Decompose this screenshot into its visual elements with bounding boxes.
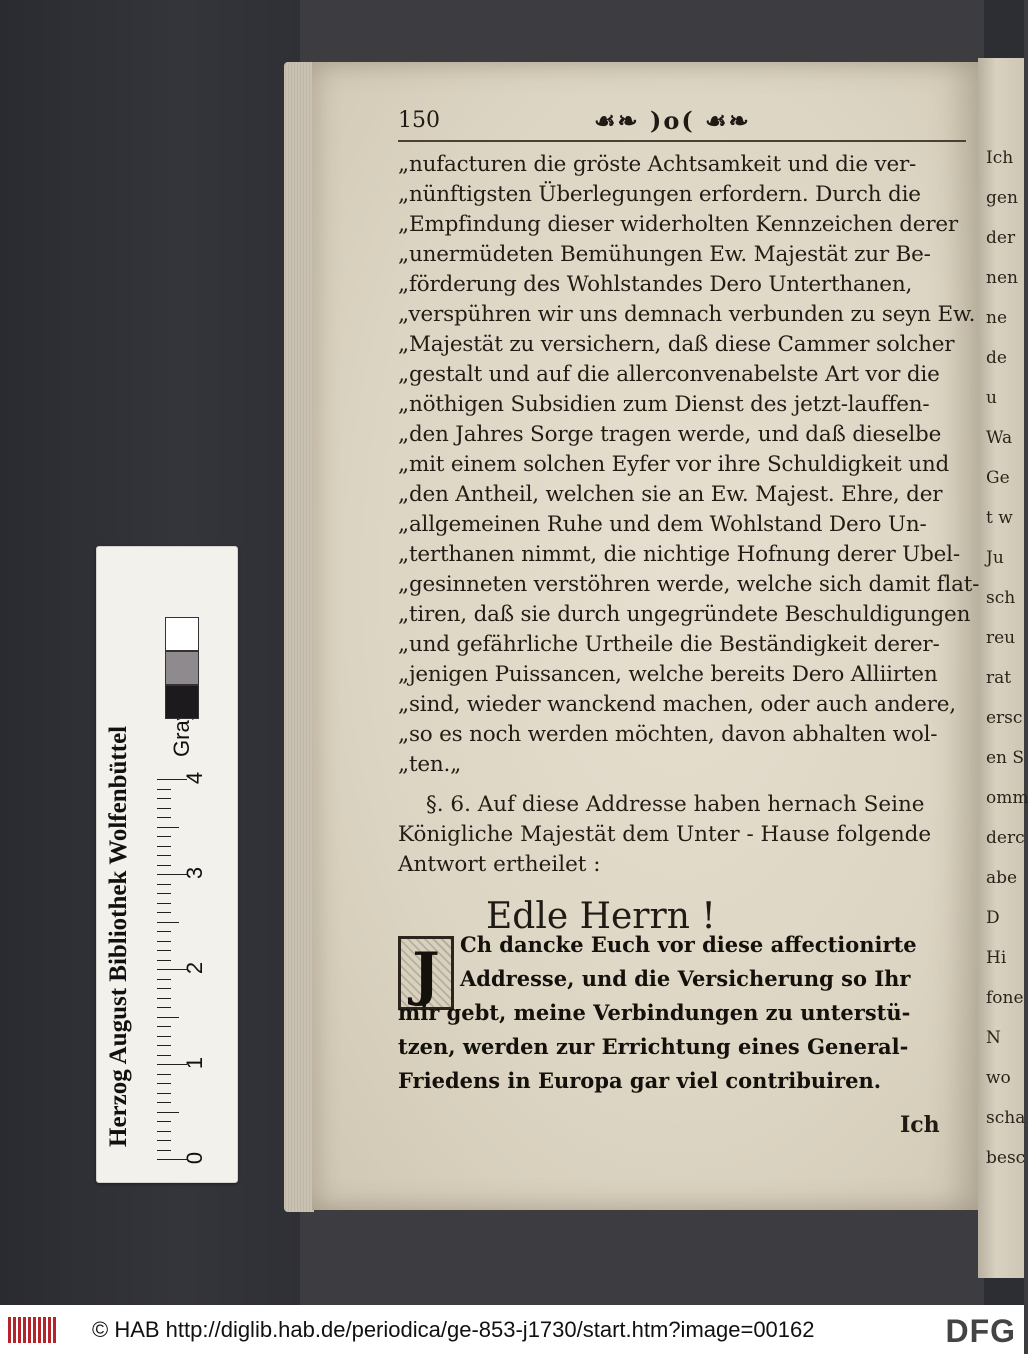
- speech-heading: Edle Herrn !: [486, 896, 716, 937]
- ruler-tick: [157, 836, 171, 837]
- next-page-fragment: Ge: [986, 468, 1010, 488]
- text-line: „jenigen Puissancen, welche bereits Dero Alliirten: [398, 662, 938, 687]
- footer-url-text[interactable]: © HAB http://diglib.hab.de/periodica/ge-853-j1730/start.htm?image=00162: [92, 1317, 815, 1342]
- next-page-fragment: abe: [986, 868, 1018, 888]
- catchword: Ich: [900, 1112, 940, 1138]
- next-page-fragment: Hi: [986, 948, 1007, 968]
- footer: [0, 1305, 1024, 1354]
- ruler-number: 2: [182, 961, 208, 975]
- ruler-tick: [157, 855, 171, 856]
- ruler-tick: [157, 988, 171, 989]
- ruler-tick: [157, 1131, 171, 1132]
- text-line: „und gefährliche Urtheile die Beständigkeit derer-: [398, 632, 940, 657]
- ruler-tick: [157, 789, 171, 790]
- text-line: „Majestät zu versichern, daß diese Cammer solcher: [398, 332, 955, 357]
- ruler-tick: [157, 1121, 171, 1122]
- speech-line: Friedens in Europa gar viel contribuiren.: [398, 1068, 882, 1093]
- text-line: „den Antheil, welchen sie an Ew. Majest. Ehre, der: [398, 482, 943, 507]
- next-page-fragment: rat: [986, 668, 1012, 688]
- text-line: „allgemeinen Ruhe und dem Wohlstand Dero Un-: [398, 512, 927, 537]
- ruler-tick: [157, 1102, 171, 1103]
- next-page-fragment: Ju: [986, 548, 1004, 568]
- next-page-fragment: N: [986, 1028, 1001, 1048]
- ruler-tick: [157, 808, 171, 809]
- text-line: „nufacturen die gröste Achtsamkeit und die ver-: [398, 152, 917, 177]
- ruler-tick: [157, 1026, 171, 1027]
- ruler-tick: [157, 798, 171, 799]
- speech-line: Addresse, und die Versicherung so Ihr: [460, 966, 911, 991]
- next-page-fragment: en S: [986, 748, 1025, 768]
- next-page-fragment: ersc: [986, 708, 1023, 728]
- speech-line: mir gebt, meine Verbindungen zu unterstü-: [398, 1000, 911, 1025]
- drop-cap: J: [398, 936, 454, 1010]
- ruler-tick: [157, 1093, 171, 1094]
- ruler-tick: [157, 1007, 171, 1008]
- text-line: „ten.„: [398, 752, 462, 777]
- ruler-tick: [157, 1140, 171, 1141]
- text-line: „terthanen nimmt, die nichtige Hofnung derer Ubel-: [398, 542, 960, 567]
- speech-line: tzen, werden zur Errichtung eines General-: [398, 1034, 909, 1059]
- ruler-tick: [157, 846, 171, 847]
- ruler-tick: [157, 998, 171, 999]
- next-page-fragment: de: [986, 348, 1007, 368]
- text-line: „so es noch werden möchten, davon abhalten wol-: [398, 722, 938, 747]
- ruler-tick: [157, 827, 179, 828]
- gray-swatch: [165, 685, 199, 719]
- ruler-number: 4: [182, 771, 208, 785]
- ruler-tick: [157, 912, 171, 913]
- ruler-number: 3: [182, 866, 208, 880]
- ruler-tick: [157, 817, 171, 818]
- header-ornament: ☙❧ )o( ☙❧: [594, 106, 751, 135]
- ruler-tick: [157, 1055, 171, 1056]
- ruler-tick: [157, 922, 179, 923]
- ruler-tick: [157, 865, 171, 866]
- page-header: [398, 108, 972, 140]
- paragraph-line: §. 6. Auf diese Addresse haben hernach Seine: [426, 792, 925, 817]
- gray-swatch: [165, 617, 199, 651]
- ruler-tick: [157, 941, 171, 942]
- next-page-fragment: t w: [986, 508, 1013, 528]
- next-page-fragment: u: [986, 388, 997, 408]
- ruler-tick: [157, 893, 171, 894]
- text-line: „Empfindung dieser widerholten Kennzeichen derer: [398, 212, 958, 237]
- ruler-tick: [157, 1150, 171, 1151]
- page-number: 150: [398, 108, 440, 133]
- ruler-tick: [157, 979, 171, 980]
- text-line: „den Jahres Sorge tragen werde, und daß dieselbe: [398, 422, 942, 447]
- ruler-tick: [157, 884, 171, 885]
- next-page-fragment: nen: [986, 268, 1018, 288]
- text-line: „tiren, daß sie durch ungegründete Beschuldigungen: [398, 602, 971, 627]
- dfg-logo: DFG: [945, 1313, 1016, 1349]
- ruler-tick: [157, 1017, 179, 1018]
- next-page-fragment: D: [986, 908, 1000, 928]
- next-page-edge: [978, 58, 1028, 1278]
- next-page-fragment: reu: [986, 628, 1016, 648]
- speech-line: Ch dancke Euch vor diese affectionirte: [460, 932, 917, 957]
- ruler-tick: [157, 960, 171, 961]
- text-line: „nöthigen Subsidien zum Dienst des jetzt-lauffen-: [398, 392, 930, 417]
- text-line: „verspühren wir uns demnach verbunden zu seyn Ew.: [398, 302, 976, 327]
- next-page-fragment: derc: [986, 828, 1025, 848]
- ruler-tick: [157, 1036, 171, 1037]
- gray-scale-card: [96, 546, 238, 1183]
- gray-swatch: [165, 651, 199, 685]
- text-line: „gesinneten verstöhren werde, welche sich damit flat-: [398, 572, 980, 597]
- ruler-tick: [157, 1112, 179, 1113]
- ruler-tick: [157, 1045, 171, 1046]
- text-line: „nünftigsten Überlegungen erfordern. Durch die: [398, 182, 921, 207]
- next-page-fragment: sch: [986, 588, 1016, 608]
- next-page-fragment: besc: [986, 1148, 1026, 1168]
- text-line: „förderung des Wohlstandes Dero Unterthanen,: [398, 272, 913, 297]
- page-edges: [284, 62, 314, 1212]
- ruler-tick: [157, 931, 171, 932]
- paragraph-line: Königliche Majestät dem Unter - Hause folgende: [398, 822, 932, 847]
- next-page-fragment: scha: [986, 1108, 1026, 1128]
- ruler-tick: [157, 950, 171, 951]
- ruler-tick: [157, 903, 171, 904]
- text-line: „mit einem solchen Eyfer vor ihre Schuldigkeit und: [398, 452, 950, 477]
- next-page-fragment: der: [986, 228, 1016, 248]
- header-rule: [398, 140, 966, 142]
- ruler-number: 0: [182, 1151, 208, 1165]
- next-page-fragment: fone: [986, 988, 1024, 1008]
- ruler: [157, 767, 217, 1167]
- next-page-fragment: wo: [986, 1068, 1011, 1088]
- next-page-fragment: Wa: [986, 428, 1013, 448]
- text-line: „unermüdeten Bemühungen Ew. Majestät zur Be-: [398, 242, 931, 267]
- next-page-fragment: omm: [986, 788, 1028, 808]
- card-title: Herzog August Bibliothek Wolfenbüttel: [105, 725, 132, 1147]
- next-page-fragment: Ich: [986, 148, 1014, 168]
- text-line: „sind, wieder wanckend machen, oder auch andere,: [398, 692, 956, 717]
- ruler-number: 1: [182, 1056, 208, 1070]
- next-page-fragment: ne: [986, 308, 1008, 328]
- ruler-tick: [157, 1074, 171, 1075]
- next-page-fragment: gen: [986, 188, 1018, 208]
- paragraph-line: Antwort ertheilet :: [398, 852, 601, 877]
- ruler-tick: [157, 1083, 171, 1084]
- text-line: „gestalt und auf die allerconvenabelste Art vor die: [398, 362, 940, 387]
- hab-logo: [8, 1317, 56, 1343]
